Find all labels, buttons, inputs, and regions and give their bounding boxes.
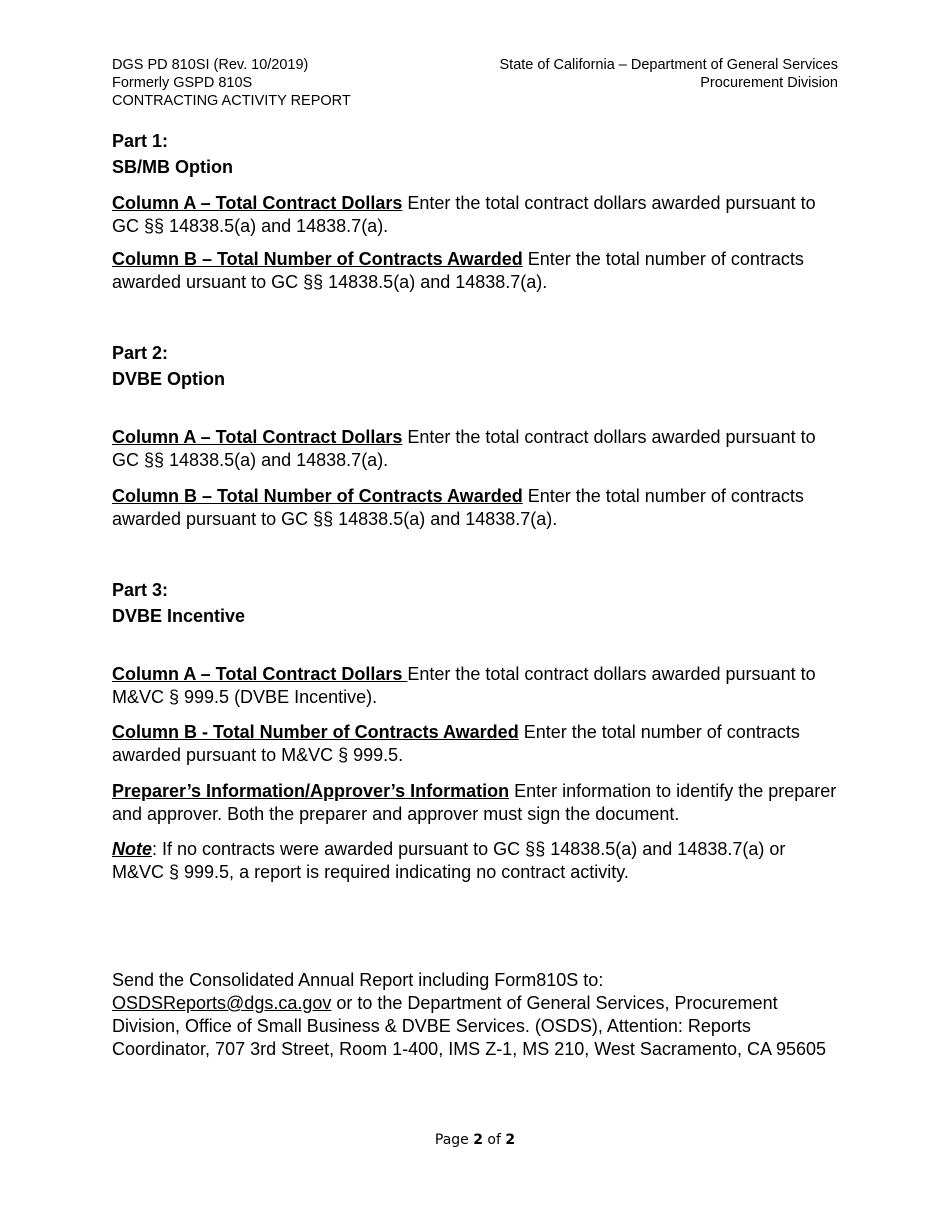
part1-column-a <box>112 192 842 238</box>
part1-column-b-label: Column B – Total Number of Contracts Awarded <box>112 249 523 269</box>
part3-column-a-label: Column A – Total Contract Dollars <box>112 664 408 684</box>
part3-column-b <box>112 721 842 767</box>
note-label: Note <box>112 839 152 859</box>
form-number: DGS PD 810SI (Rev. 10/2019) <box>112 57 309 73</box>
note-paragraph <box>112 838 842 884</box>
part3-subtitle: DVBE Incentive <box>112 606 246 626</box>
part2-title: Part 2: <box>112 343 169 363</box>
former-form-number: Formerly GSPD 810S <box>112 75 253 91</box>
send-intro: Send the Consolidated Annual Report including Form810S to: <box>112 970 604 990</box>
email-link[interactable]: OSDSReports@dgs.ca.gov <box>112 993 332 1013</box>
current-page-number: 2 <box>473 1132 483 1148</box>
header-right <box>500 56 839 92</box>
page-of: of <box>482 1132 506 1148</box>
part1-subtitle: SB/MB Option <box>112 157 233 177</box>
send-address-text: or to the Department of General Services, Procurement Division, Office of Small Business & DVBE Services. (OSDS), Attention: Reports Coordinator, 707 3rd Street, Room 1-400, IMS Z-1, MS 210, West Sacramento, CA 95605 <box>112 993 827 1059</box>
agency-name: State of California – Department of General Services <box>499 57 838 73</box>
part1-column-a-label: Column A – Total Contract Dollars <box>112 193 403 213</box>
send-instructions <box>112 969 842 1061</box>
part2-column-a-label: Column A – Total Contract Dollars <box>112 427 403 447</box>
part1-title: Part 1: <box>112 131 169 151</box>
part3-column-b-label: Column B - Total Number of Contracts Awarded <box>112 722 519 742</box>
page-footer <box>0 1132 950 1148</box>
send-address <box>112 992 842 1061</box>
part2-column-a-text: Enter the total contract dollars awarded pursuant to GC §§ 14838.5(a) and 14838.7(a). <box>112 427 816 470</box>
part2-column-b-text: Enter the total number of contracts awarded pursuant to GC §§ 14838.5(a) and 14838.7(a). <box>112 486 804 529</box>
part3-column-a-text: Enter the total contract dollars awarded pursuant to M&VC § 999.5 (DVBE Incentive). <box>112 664 816 707</box>
preparer-approver-text: Enter information to identify the preparer and approver. Both the preparer and approver must sign the document. <box>112 781 837 824</box>
preparer-approver-info <box>112 780 842 826</box>
part1-column-a-text: Enter the total contract dollars awarded pursuant to GC §§ 14838.5(a) and 14838.7(a). <box>112 193 816 236</box>
report-title: CONTRACTING ACTIVITY REPORT <box>112 93 351 109</box>
page-prefix: Page <box>434 1132 474 1148</box>
part1-column-b-text: Enter the total number of contracts awarded ursuant to GC §§ 14838.5(a) and 14838.7(a). <box>112 249 804 292</box>
part2-column-b-label: Column B – Total Number of Contracts Awarded <box>112 486 523 506</box>
part1-column-b <box>112 248 842 294</box>
note-text: : If no contracts were awarded pursuant to GC §§ 14838.5(a) and 14838.7(a) or M&VC § 999.5, a report is required indicating no contract activity. <box>112 839 786 882</box>
part3-title: Part 3: <box>112 580 169 600</box>
total-page-number: 2 <box>505 1132 516 1148</box>
division-name: Procurement Division <box>700 75 838 91</box>
part2-column-a <box>112 426 842 472</box>
preparer-approver-label: Preparer’s Information/Approver’s Information <box>112 781 510 801</box>
part2-subtitle: DVBE Option <box>112 369 225 389</box>
header-left <box>112 56 351 110</box>
part3-column-a <box>112 663 842 709</box>
part2-column-b <box>112 485 842 531</box>
part3-column-b-text: Enter the total number of contracts awarded pursuant to M&VC § 999.5. <box>112 722 800 765</box>
